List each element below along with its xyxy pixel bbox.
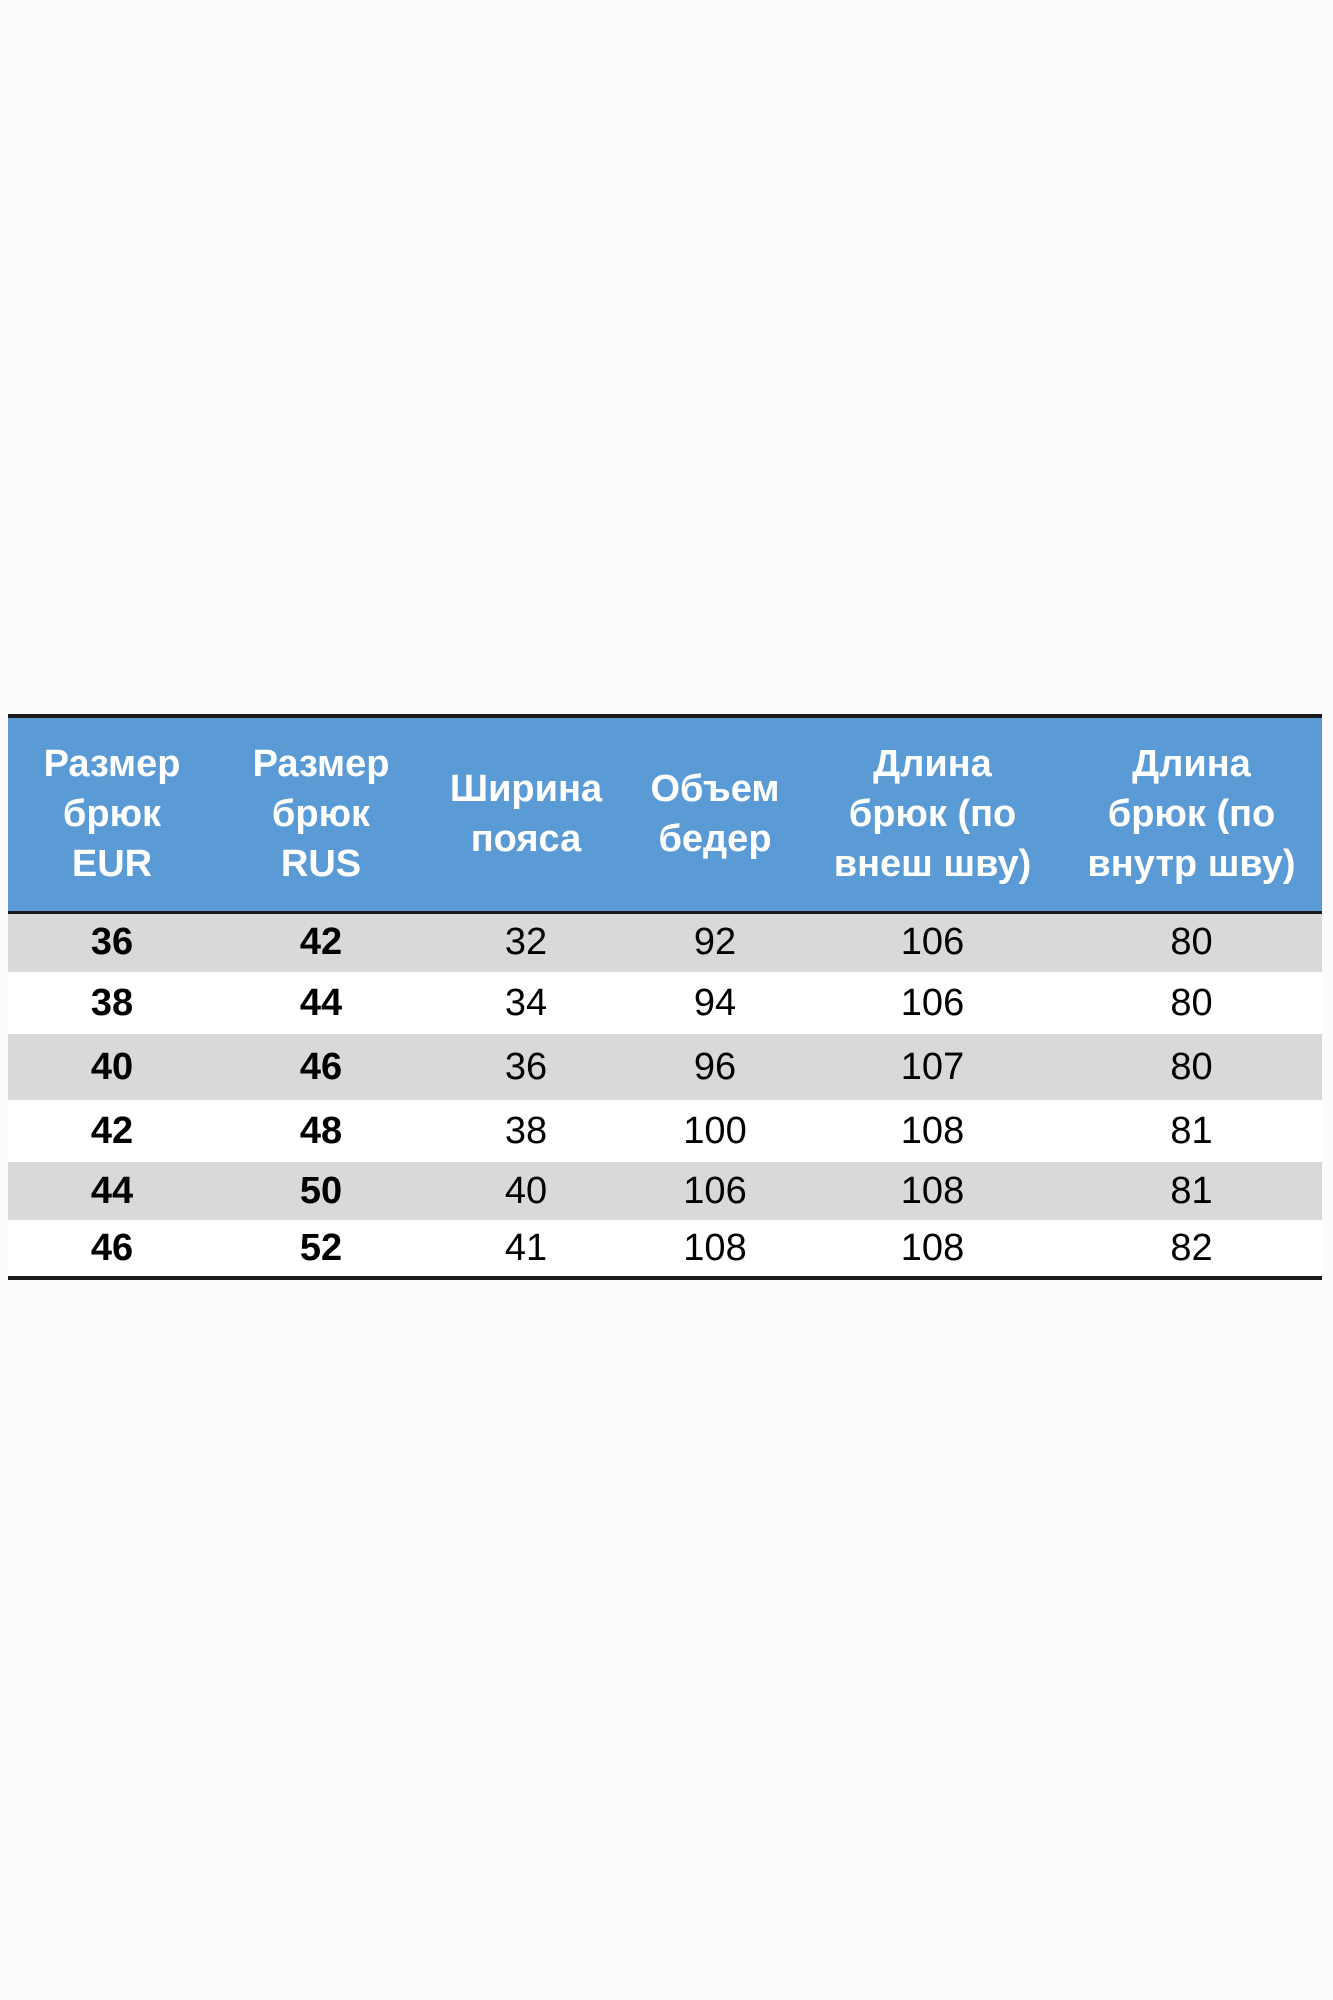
table-body bbox=[8, 912, 1322, 1278]
cell-hip-girth: 108 bbox=[683, 1226, 747, 1269]
cell-outer-seam-length: 108 bbox=[900, 1109, 965, 1152]
table-row bbox=[8, 912, 1322, 972]
table-row bbox=[8, 1034, 1322, 1100]
cell-outer-seam-length: 108 bbox=[900, 1169, 965, 1212]
cell-inner-seam-length: 81 bbox=[1170, 1169, 1213, 1212]
cell-size-eur: 44 bbox=[90, 1169, 134, 1212]
cell-size-rus: 42 bbox=[299, 921, 343, 964]
header-size-eur: Размер брюк EUR bbox=[43, 743, 181, 886]
table-header bbox=[8, 716, 1322, 912]
cell-size-rus: 48 bbox=[299, 1109, 343, 1152]
cell-size-rus: 52 bbox=[299, 1226, 343, 1269]
cell-inner-seam-length: 80 bbox=[1170, 1045, 1213, 1088]
cell-waist-width: 32 bbox=[504, 921, 548, 964]
cell-size-rus: 50 bbox=[299, 1169, 343, 1212]
cell-outer-seam-length: 108 bbox=[900, 1226, 965, 1269]
cell-outer-seam-length: 106 bbox=[900, 981, 965, 1024]
size-chart-table bbox=[8, 714, 1322, 1280]
cell-waist-width: 34 bbox=[504, 981, 548, 1024]
cell-hip-girth: 92 bbox=[693, 921, 737, 964]
cell-outer-seam-length: 107 bbox=[900, 1045, 965, 1088]
cell-inner-seam-length: 80 bbox=[1170, 921, 1213, 964]
table-row bbox=[8, 1220, 1322, 1278]
cell-size-rus: 44 bbox=[299, 981, 343, 1024]
cell-size-eur: 40 bbox=[90, 1045, 134, 1088]
cell-waist-width: 36 bbox=[504, 1045, 548, 1088]
table-row bbox=[8, 1100, 1322, 1162]
cell-size-eur: 42 bbox=[90, 1109, 134, 1152]
cell-hip-girth: 94 bbox=[693, 981, 737, 1024]
header-outer-seam-length: Длина брюк (по внеш шву) bbox=[833, 743, 1032, 886]
cell-hip-girth: 100 bbox=[683, 1109, 747, 1152]
cell-hip-girth: 96 bbox=[693, 1045, 737, 1088]
cell-hip-girth: 106 bbox=[683, 1169, 747, 1212]
cell-size-eur: 46 bbox=[90, 1226, 134, 1269]
header-inner-seam-length: Длина брюк (по внутр шву) bbox=[1087, 743, 1296, 886]
cell-size-eur: 36 bbox=[90, 921, 134, 964]
header-size-rus: Размер брюк RUS bbox=[252, 743, 390, 886]
cell-inner-seam-length: 81 bbox=[1170, 1109, 1213, 1152]
cell-inner-seam-length: 82 bbox=[1170, 1226, 1213, 1269]
cell-size-eur: 38 bbox=[90, 981, 134, 1024]
table-row bbox=[8, 972, 1322, 1034]
header-waist-width: Ширина пояса bbox=[449, 768, 603, 861]
table-row bbox=[8, 1162, 1322, 1220]
cell-waist-width: 38 bbox=[504, 1109, 548, 1152]
cell-waist-width: 41 bbox=[504, 1226, 548, 1269]
cell-inner-seam-length: 80 bbox=[1170, 981, 1213, 1024]
header-row bbox=[8, 716, 1322, 912]
cell-size-rus: 46 bbox=[299, 1045, 343, 1088]
header-hip-girth: Объем бедер bbox=[650, 768, 780, 861]
cell-outer-seam-length: 106 bbox=[900, 921, 965, 964]
cell-waist-width: 40 bbox=[504, 1169, 548, 1212]
